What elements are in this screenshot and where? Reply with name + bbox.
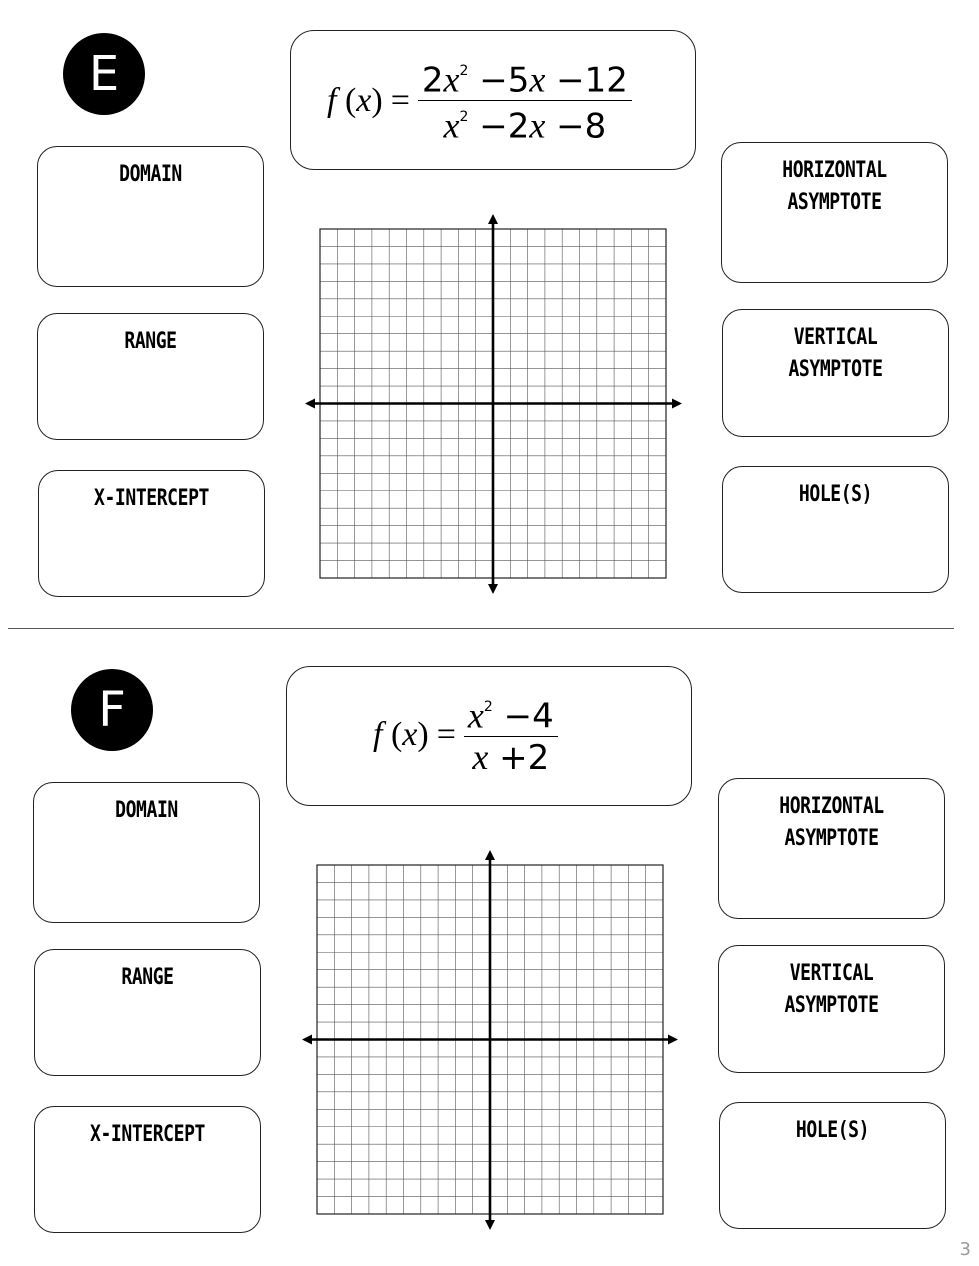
- horizontal-asymptote-label: HORIZONTAL ASYMPTOTE: [779, 794, 884, 851]
- denominator: $x^2 -2x -8$: [443, 105, 607, 147]
- x-axis-arrow-right: [668, 1035, 678, 1045]
- equals-sign: =: [436, 715, 456, 753]
- y-axis-arrow-up: [485, 850, 495, 860]
- problem-e: [0, 0, 979, 600]
- equals-sign: =: [390, 81, 410, 119]
- numerator: $2x^2 -5x -12$: [418, 55, 632, 101]
- denominator: x +2: [472, 737, 550, 779]
- coordinate-grid[interactable]: [0, 0, 979, 620]
- problem-letter: F: [98, 682, 126, 738]
- problem-letter: E: [88, 46, 120, 102]
- function-name: f (x): [327, 81, 383, 119]
- section-divider: [8, 628, 954, 629]
- y-axis-arrow-up: [488, 214, 498, 224]
- vertical-asymptote-label: VERTICAL ASYMPTOTE: [788, 325, 883, 382]
- domain-label: DOMAIN: [115, 798, 178, 823]
- problem-f: [0, 636, 979, 1236]
- x-axis-arrow-right: [672, 399, 682, 409]
- range-label: RANGE: [124, 329, 177, 354]
- x-axis-arrow-left: [305, 399, 315, 409]
- function-name: f (x): [373, 715, 429, 753]
- holes-label: HOLE(S): [795, 1118, 870, 1143]
- x-axis-arrow-left: [302, 1035, 312, 1045]
- horizontal-asymptote-label: HORIZONTAL ASYMPTOTE: [782, 158, 887, 215]
- range-label: RANGE: [121, 965, 174, 990]
- holes-label: HOLE(S): [798, 482, 873, 507]
- y-axis-arrow-down: [488, 584, 498, 594]
- page-number: 3: [959, 1239, 971, 1260]
- x-intercept-label: X-INTERCEPT: [90, 1122, 205, 1147]
- coordinate-grid[interactable]: [0, 636, 979, 1256]
- vertical-asymptote-label: VERTICAL ASYMPTOTE: [784, 961, 879, 1018]
- y-axis-arrow-down: [485, 1220, 495, 1230]
- domain-label: DOMAIN: [119, 162, 182, 187]
- numerator: $x^2 -4$: [464, 691, 558, 737]
- x-intercept-label: X-INTERCEPT: [94, 486, 209, 511]
